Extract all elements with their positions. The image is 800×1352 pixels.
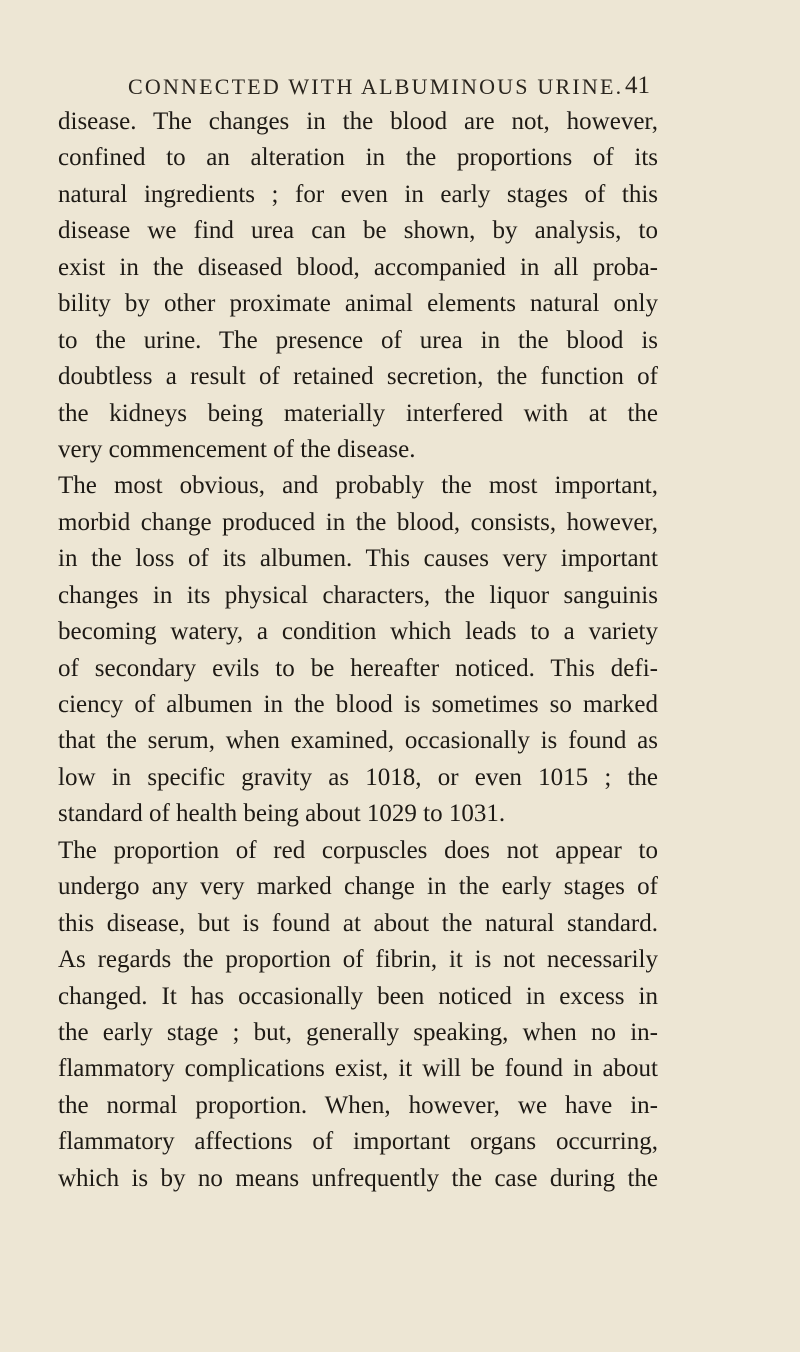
text-line: to the urine. The presence of urea in the blood is	[58, 326, 658, 354]
text-line: The most obvious, and probably the most important,	[58, 472, 658, 500]
text-line: that the serum, when examined, occasionally is found as	[58, 727, 658, 755]
body-text	[58, 104, 658, 1197]
running-head	[0, 72, 800, 102]
page-number: 41	[625, 72, 650, 99]
text-line: exist in the diseased blood, accompanied in all proba-	[58, 253, 658, 281]
text-line: disease we find urea can be shown, by analysis, to	[58, 217, 658, 245]
text-line: bility by other proximate animal elements natural only	[58, 290, 658, 318]
text-line: the normal proportion. When, however, we have in-	[58, 1091, 658, 1119]
text-line: doubtless a result of retained secretion, the function of	[58, 363, 658, 391]
text-line: changed. It has occasionally been noticed in excess in	[58, 982, 658, 1010]
text-line: ciency of albumen in the blood is sometimes so marked	[58, 691, 658, 718]
running-title: CONNECTED WITH ALBUMINOUS URINE.	[128, 74, 624, 99]
text-line: low in specific gravity as 1018, or even 1015 ; the	[58, 763, 658, 791]
text-line: of secondary evils to be hereafter noticed. This defi-	[58, 654, 658, 682]
text-line: disease. The changes in the blood are not, however,	[58, 108, 658, 135]
text-line: As regards the proportion of fibrin, it is not necessarily	[58, 946, 658, 974]
text-line: the early stage ; but, generally speaking, when no in-	[58, 1018, 658, 1046]
text-line: becoming watery, a condition which leads to a variety	[58, 618, 658, 646]
text-line: in the loss of its albumen. This causes very important	[58, 545, 658, 573]
text-line: natural ingredients ; for even in early stages of this	[58, 180, 658, 208]
text-line: confined to an alteration in the proportions of its	[58, 144, 658, 172]
text-line: flammatory complications exist, it will be found in about	[58, 1055, 658, 1083]
text-line: changes in its physical characters, the liquor sanguinis	[58, 581, 658, 609]
text-line: standard of health being about 1029 to 1031.	[58, 800, 506, 828]
text-line: the kidneys being materially interfered with at the	[58, 399, 658, 427]
text-line: flammatory affections of important organs occurring,	[58, 1128, 658, 1156]
text-line: which is by no means unfrequently the case during the	[58, 1164, 658, 1192]
text-line: The proportion of red corpuscles does not appear to	[58, 836, 658, 864]
text-line: morbid change produced in the blood, consists, however,	[58, 508, 658, 536]
text-line: very commencement of the disease.	[58, 435, 416, 463]
text-line: undergo any very marked change in the early stages of	[58, 873, 658, 901]
text-line: this disease, but is found at about the natural standard.	[58, 909, 658, 937]
